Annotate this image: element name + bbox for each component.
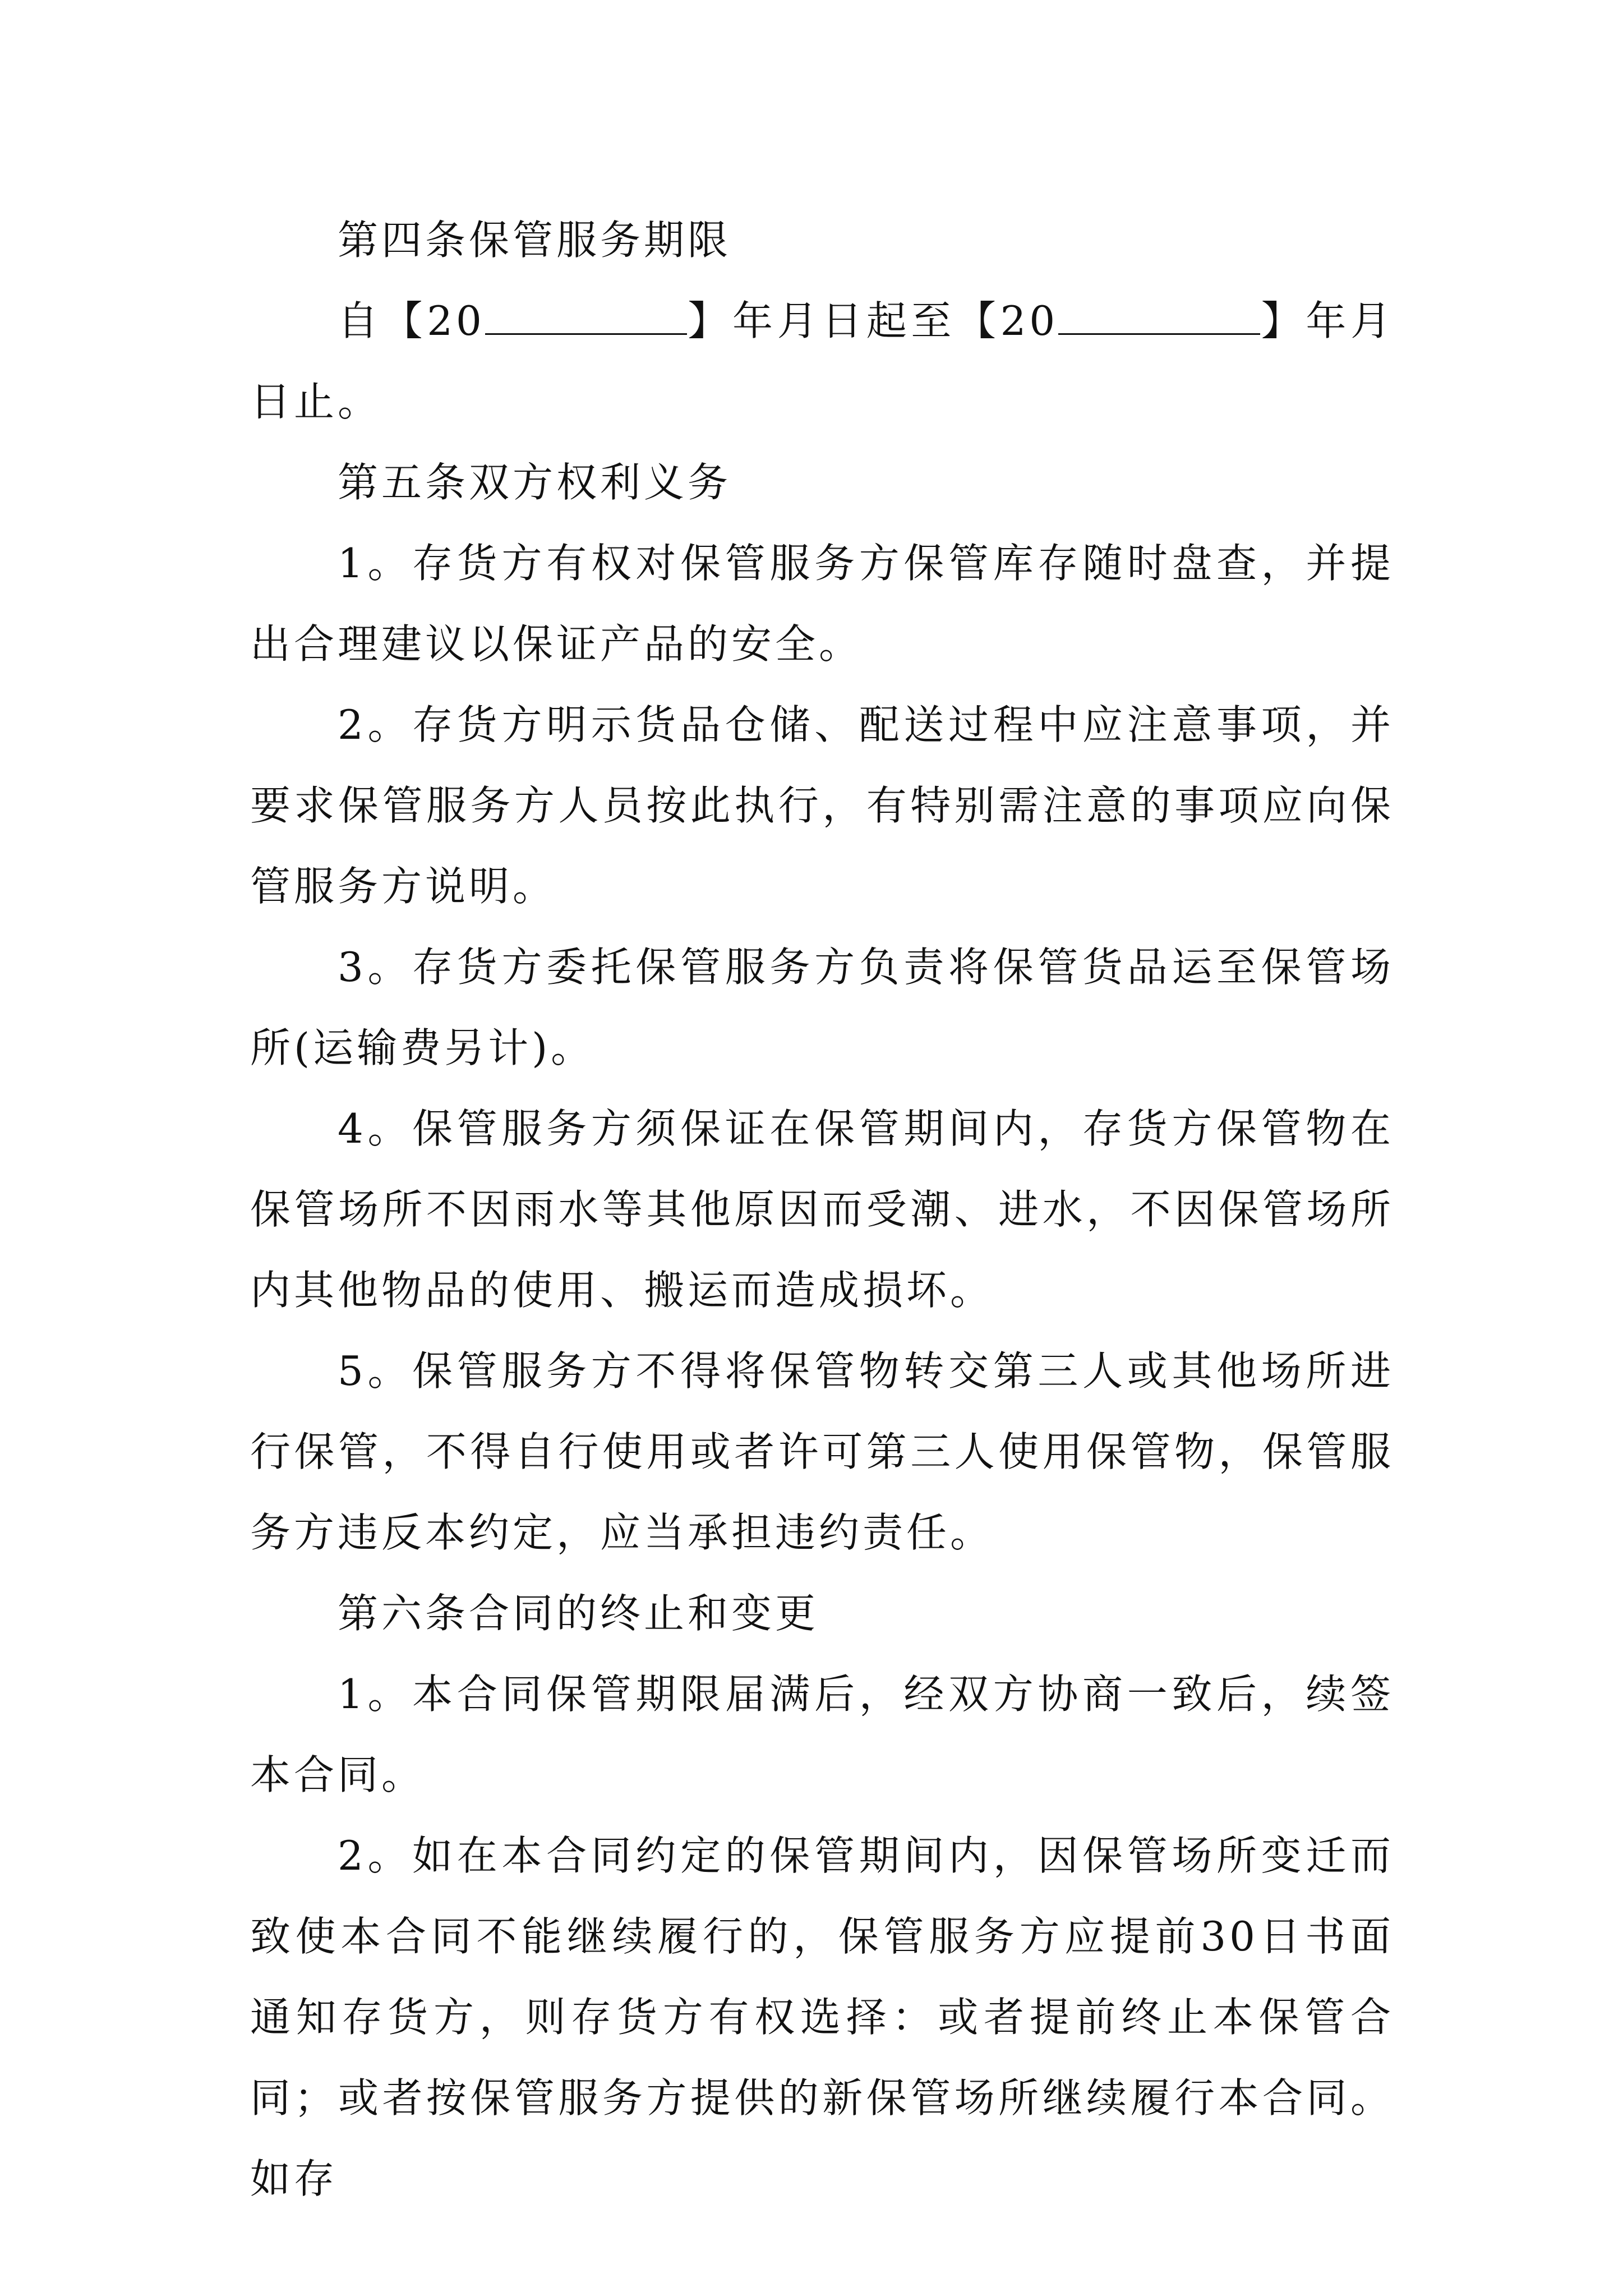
article6-item-2: 2。如在本合同约定的保管期间内，因保管场所变迁而致使本合同不能继续履行的，保管服务方应提前30日书面通知存货方，则存货方有权选择：或者提前终止本保管合同；或者按保管服务方提供的新保管场所继续履行本合同。如存 [250, 1832, 1394, 2202]
article5-item-3: 3。存货方委托保管服务方负责将保管货品运至保管场所(运输费另计)。 [250, 944, 1394, 1071]
start-year-blank [485, 300, 687, 335]
article4-heading: 第四条保管服务期限 [338, 217, 732, 264]
article4-period-line [250, 280, 1394, 442]
article6-item-1: 1。本合同保管期限届满后，经双方协商一致后，续签本合同。 [250, 1671, 1394, 1798]
article5-heading: 第五条双方权利义务 [338, 459, 732, 506]
document-body [250, 200, 1394, 2219]
article5-item-2: 2。存货方明示货品仓储、配送过程中应注意事项，并要求保管服务方人员按此执行，有特别需注意的事项应向保管服务方说明。 [250, 701, 1394, 910]
period-middle-text: 】年月日起至【20 [686, 297, 1059, 344]
end-year-blank [1058, 300, 1260, 335]
period-end-suffix: 】年月日止。 [250, 297, 1394, 425]
article5-item-4: 4。保管服务方须保证在保管期间内，存货方保管物在保管场所不因雨水等其他原因而受潮、进水，不因保管场所内其他物品的使用、搬运而造成损坏。 [250, 1105, 1394, 1314]
article6-heading: 第六条合同的终止和变更 [338, 1590, 819, 1637]
article5-item-5: 5。保管服务方不得将保管物转交第三人或其他场所进行保管，不得自行使用或者许可第三人使用保管物，保管服务方违反本约定，应当承担违约责任。 [250, 1347, 1394, 1556]
period-start-prefix: 自【20 [338, 297, 485, 344]
article5-item-1: 1。存货方有权对保管服务方保管库存随时盘查，并提出合理建议以保证产品的安全。 [250, 540, 1394, 668]
